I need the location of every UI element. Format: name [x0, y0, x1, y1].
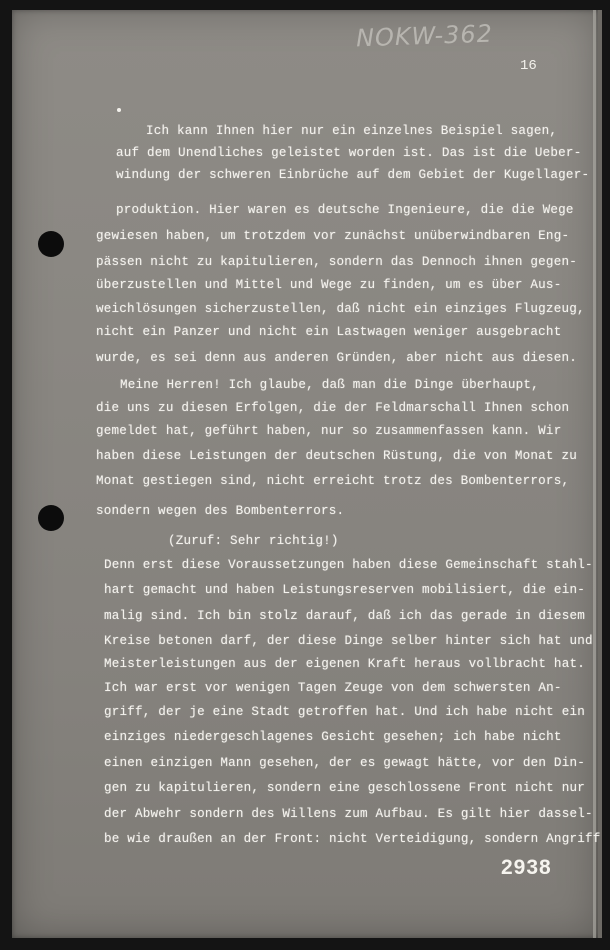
text-line: haben diese Leistungen der deutschen Rüstung, die von Monat zu	[96, 449, 577, 463]
text-line: einen einzigen Mann gesehen, der es gewagt hätte, vor den Din-	[104, 756, 585, 770]
punch-hole-top	[38, 231, 64, 257]
text-line: Ich war erst vor wenigen Tagen Zeuge von dem schwersten An-	[104, 681, 562, 695]
text-line: weichlösungen sicherzustellen, daß nicht ein einziges Flugzeug,	[96, 302, 585, 316]
text-line: Meisterleistungen aus der eigenen Kraft heraus vollbracht hat.	[104, 657, 585, 671]
stray-mark	[117, 108, 121, 112]
text-line: Meine Herren! Ich glaube, daß man die Dinge überhaupt,	[120, 378, 539, 392]
text-line: der Abwehr sondern des Willens zum Aufbau. Es gilt hier dassel-	[104, 807, 593, 821]
text-line: die uns zu diesen Erfolgen, die der Feldmarschall Ihnen schon	[96, 401, 570, 415]
text-line: gen zu kapitulieren, sondern eine geschlossene Front nicht nur	[104, 781, 585, 795]
text-line: Monat gestiegen sind, nicht erreicht trotz des Bombenterrors,	[96, 474, 570, 488]
text-line: gewiesen haben, um trotzdem vor zunächst unüberwindbaren Eng-	[96, 229, 570, 243]
text-line: (Zuruf: Sehr richtig!)	[168, 534, 339, 548]
text-line: auf dem Unendliches geleistet worden ist. Das ist die Ueber-	[116, 146, 582, 160]
document-reference-number: NOKW-362	[355, 19, 494, 53]
sheet-edge	[593, 10, 596, 938]
text-line: produktion. Hier waren es deutsche Ingenieure, die die Wege	[116, 203, 574, 217]
text-line: Denn erst diese Voraussetzungen haben diese Gemeinschaft stahl-	[104, 558, 593, 572]
page-number: 16	[520, 58, 537, 74]
text-line: sondern wegen des Bombenterrors.	[96, 504, 345, 518]
archive-stamp-number: 2938	[501, 856, 552, 879]
text-line: nicht ein Panzer und nicht ein Lastwagen weniger ausgebracht	[96, 325, 562, 339]
text-line: Ich kann Ihnen hier nur ein einzelnes Beispiel sagen,	[146, 124, 558, 138]
text-line: Kreise betonen darf, der diese Dinge selber hinter sich hat und	[104, 634, 593, 648]
text-line: wurde, es sei denn aus anderen Gründen, aber nicht aus diesen.	[96, 351, 577, 365]
text-line: windung der schweren Einbrüche auf dem Gebiet der Kugellager-	[116, 168, 590, 182]
text-line: pässen nicht zu kapitulieren, sondern das Dennoch ihnen gegen-	[96, 255, 577, 269]
text-line: be wie draußen an der Front: nicht Verteidigung, sondern Angriff	[104, 832, 601, 846]
text-line: malig sind. Ich bin stolz darauf, daß ich das gerade in diesem	[104, 609, 585, 623]
text-line: griff, der je eine Stadt getroffen hat. Und ich habe nicht ein	[104, 705, 585, 719]
text-line: gemeldet hat, geführt haben, nur so zusammenfassen kann. Wir	[96, 424, 562, 438]
punch-hole-bottom	[38, 505, 64, 531]
text-line: einziges niedergeschlagenes Gesicht gesehen; ich habe nicht	[104, 730, 562, 744]
text-line: überzustellen und Mittel und Wege zu finden, um es über Aus-	[96, 278, 562, 292]
text-line: hart gemacht und haben Leistungsreserven mobilisiert, die ein-	[104, 583, 585, 597]
